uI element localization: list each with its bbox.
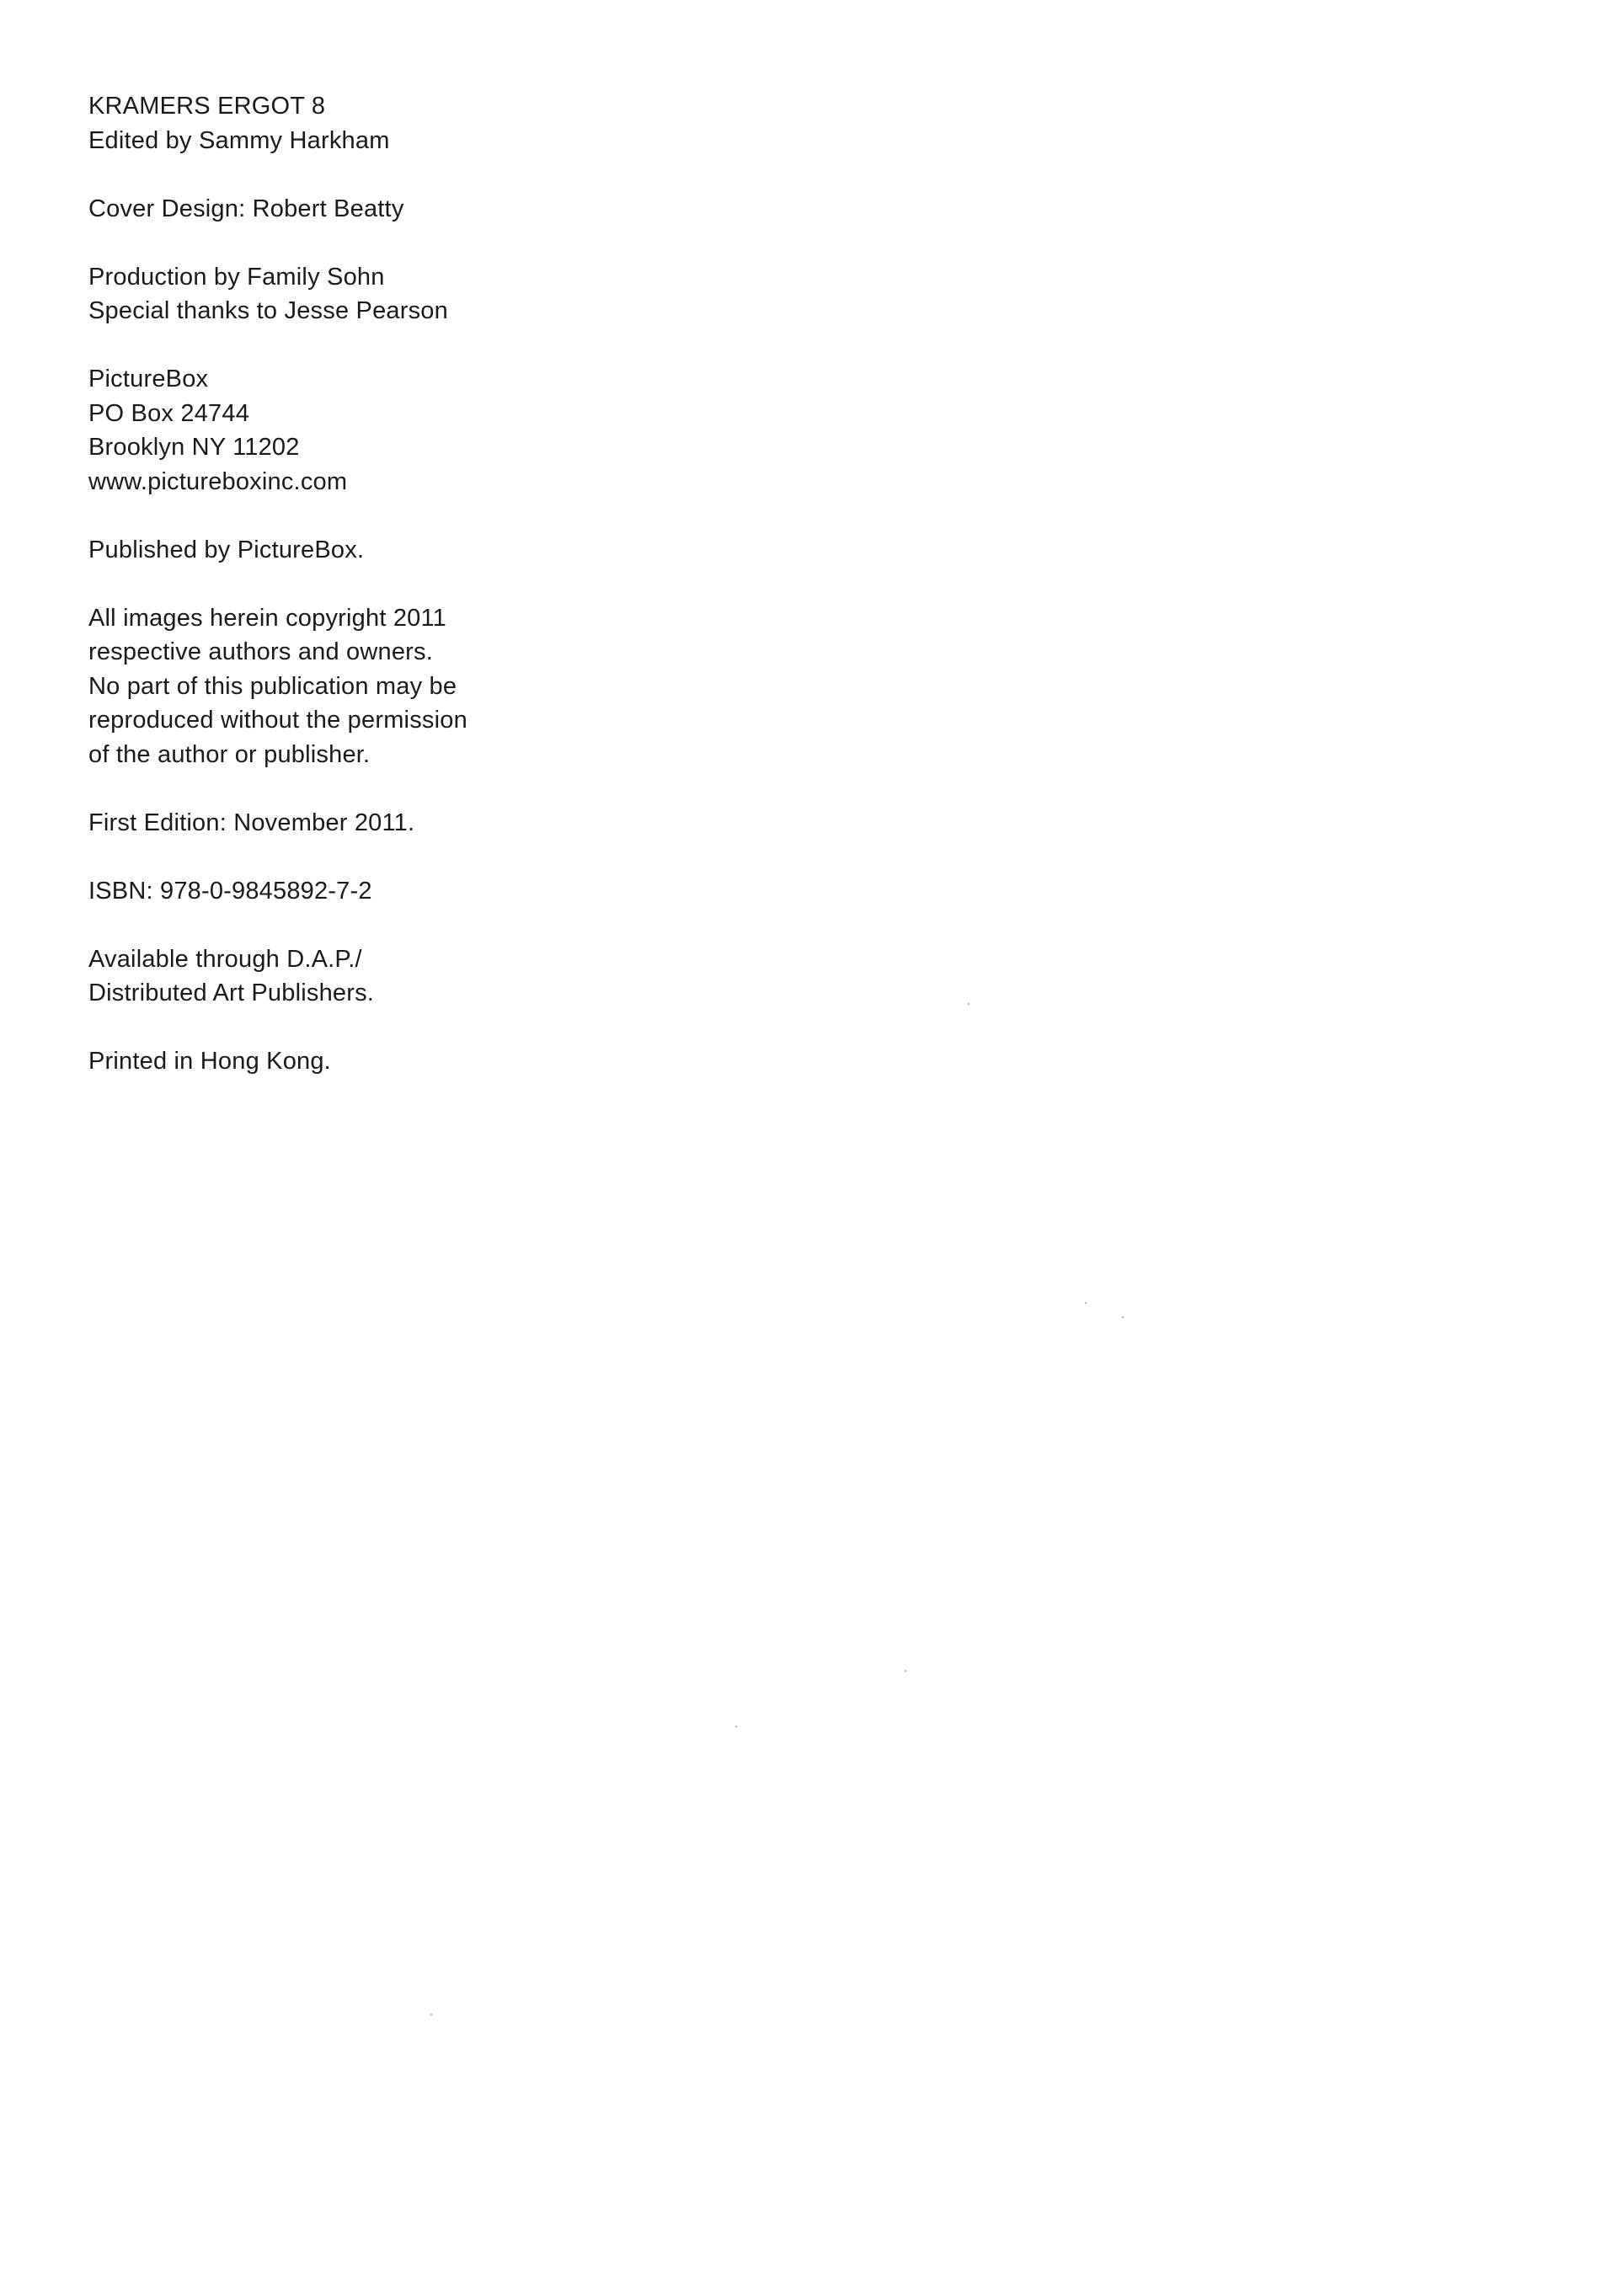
editor-credit: Edited by Sammy Harkham: [88, 126, 390, 154]
scan-speck: [1085, 1302, 1087, 1304]
special-thanks: Special thanks to Jesse Pearson: [88, 297, 448, 324]
printed-in-block: [88, 1044, 678, 1079]
printed-in: Printed in Hong Kong.: [88, 1048, 331, 1075]
publisher-po-box: PO Box 24744: [88, 399, 250, 427]
scan-speck: [430, 2014, 432, 2015]
publisher-city: Brooklyn NY 11202: [88, 434, 300, 461]
scan-speck: [1122, 1316, 1124, 1318]
cover-design-block: [88, 192, 678, 227]
distribution-line-2: Distributed Art Publishers.: [88, 980, 375, 1006]
cover-design-credit: Cover Design: Robert Beatty: [88, 195, 404, 222]
copyright-line-4: reproduced without the permission: [88, 707, 467, 734]
production-block: [88, 260, 678, 328]
edition-block: [88, 806, 678, 841]
publisher-website: www.pictureboxinc.com: [88, 467, 348, 495]
distribution-line-1: Available through D.A.P./: [88, 945, 362, 973]
book-title: KRAMERS ERGOT 8: [88, 93, 326, 120]
publisher-address-block: [88, 362, 678, 499]
copyright-line-1: All images herein copyright 2011: [88, 604, 446, 632]
published-by: Published by PictureBox.: [88, 536, 365, 563]
isbn: ISBN: 978-0-9845892-7-2: [88, 877, 372, 905]
copyright-line-2: respective authors and owners.: [88, 638, 433, 665]
scan-speck: [905, 1670, 906, 1672]
copyright-block: [88, 601, 678, 772]
copyright-line-5: of the author or publisher.: [88, 740, 371, 768]
title-block: [88, 89, 678, 157]
copyright-line-3: No part of this publication may be: [88, 672, 457, 700]
first-edition: First Edition: November 2011.: [88, 809, 415, 836]
publisher-name: PictureBox: [88, 366, 209, 392]
scan-speck: [735, 1726, 737, 1727]
colophon-text: [88, 89, 678, 1079]
scan-speck: [968, 1003, 970, 1005]
production-credit: Production by Family Sohn: [88, 263, 385, 291]
distribution-block: [88, 942, 678, 1011]
isbn-block: [88, 874, 678, 909]
published-by-block: [88, 533, 678, 568]
